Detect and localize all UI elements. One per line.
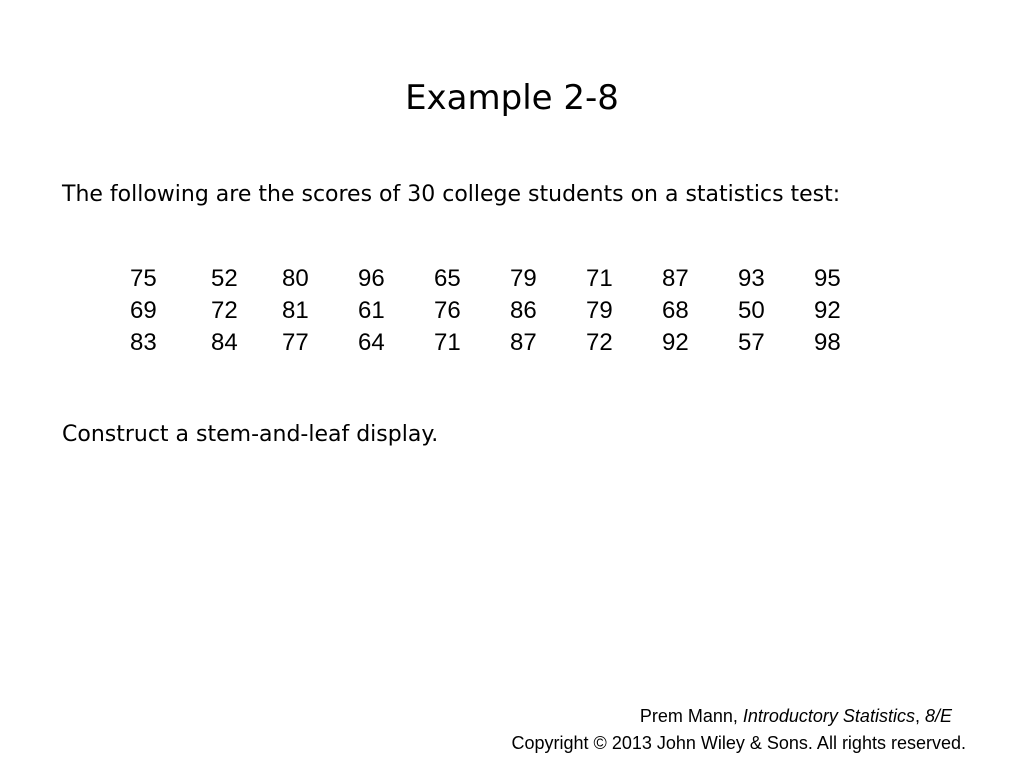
score-value: 96 xyxy=(358,265,385,292)
footer-book-title: Introductory Statistics xyxy=(742,706,915,726)
scores-row xyxy=(0,295,1024,327)
score-value: 87 xyxy=(510,329,537,356)
score-value: 83 xyxy=(130,329,157,356)
score-value: 61 xyxy=(358,297,385,324)
footer-author: Prem Mann, xyxy=(639,706,743,726)
footer-edition: 8/E xyxy=(924,706,952,726)
score-value: 68 xyxy=(662,297,689,324)
score-value: 52 xyxy=(211,265,238,292)
score-value: 71 xyxy=(586,265,613,292)
scores-table xyxy=(0,263,1024,359)
score-value: 95 xyxy=(814,265,841,292)
scores-row xyxy=(0,263,1024,295)
score-value: 77 xyxy=(282,329,309,356)
score-value: 92 xyxy=(662,329,689,356)
score-value: 72 xyxy=(211,297,238,324)
score-value: 71 xyxy=(434,329,461,356)
score-value: 80 xyxy=(282,265,309,292)
footer-copyright: Copyright © 2013 John Wiley & Sons. All rights reserved. xyxy=(511,733,966,753)
slide-title: Example 2-8 xyxy=(405,78,619,118)
score-value: 84 xyxy=(211,329,238,356)
score-value: 79 xyxy=(510,265,537,292)
footer xyxy=(366,703,966,757)
score-value: 79 xyxy=(586,297,613,324)
score-value: 65 xyxy=(434,265,461,292)
score-value: 92 xyxy=(814,297,841,324)
score-value: 76 xyxy=(434,297,461,324)
score-value: 87 xyxy=(662,265,689,292)
score-value: 93 xyxy=(738,265,765,292)
score-value: 69 xyxy=(130,297,157,324)
score-value: 75 xyxy=(130,265,157,292)
score-value: 72 xyxy=(586,329,613,356)
score-value: 50 xyxy=(738,297,765,324)
footer-separator: , xyxy=(914,706,925,726)
score-value: 64 xyxy=(358,329,385,356)
task-text: Construct a stem-and-leaf display. xyxy=(62,422,439,447)
score-value: 57 xyxy=(738,329,765,356)
scores-row xyxy=(0,327,1024,359)
footer-citation xyxy=(366,703,966,730)
score-value: 98 xyxy=(814,329,841,356)
intro-text: The following are the scores of 30 college students on a statistics test: xyxy=(62,182,841,207)
score-value: 86 xyxy=(510,297,537,324)
score-value: 81 xyxy=(282,297,309,324)
